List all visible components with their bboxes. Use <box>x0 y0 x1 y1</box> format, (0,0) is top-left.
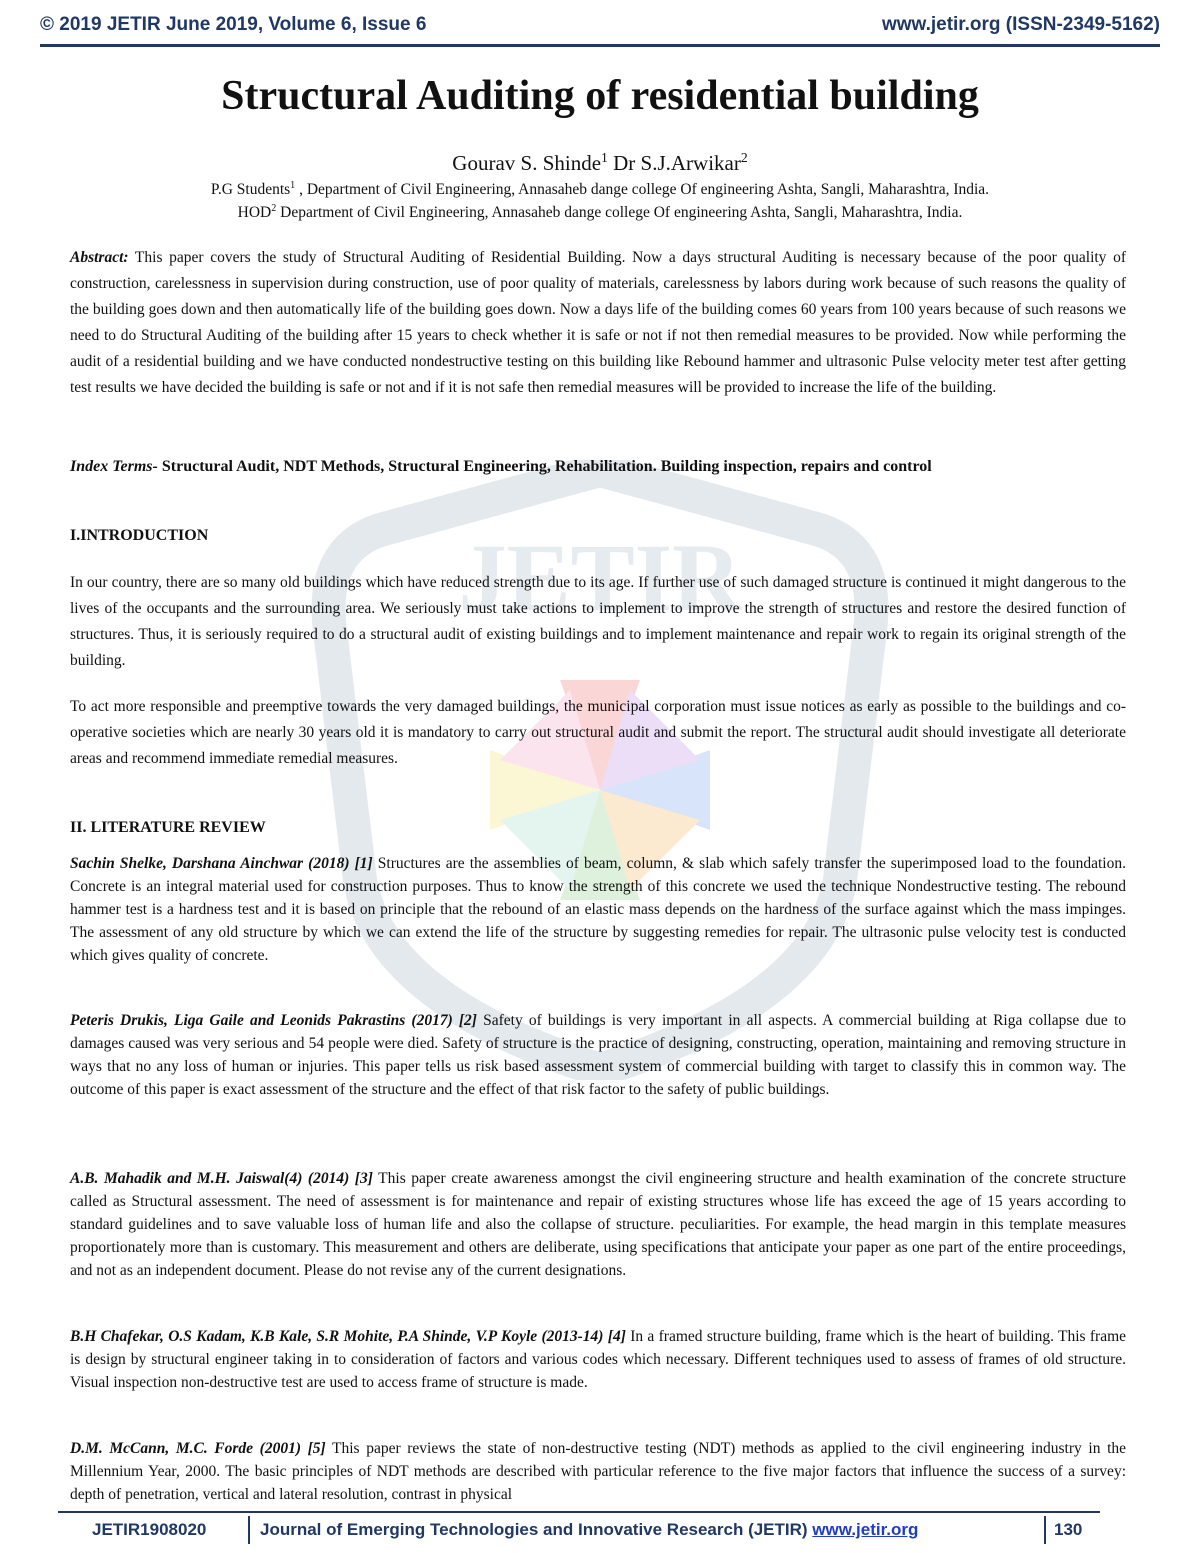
reference-text: Structures are the assemblies of beam, column, & slab which safely transfer the superimposed load to the foundation. Concrete is an integral material used for construction purposes. Thus to know the strength of this concrete we used the technique Nondestructive testing. The rebound hammer test is a hardness test and it is based on principle that the rebound of an elastic mass depends on the hardness of the surface against which the mass impinges. The assessment of any old structure by which we can extend the life of the structure by suggesting remedies for repair. The ultrasonic pulse velocity test is conducted which gives quality of concrete. <box>70 855 1126 964</box>
author-2: Dr S.J.Arwikar <box>613 151 741 175</box>
reference-paragraph <box>70 1325 1126 1394</box>
header-website-issn: www.jetir.org (ISSN-2349-5162) <box>881 14 1160 35</box>
footer-website-link[interactable]: www.jetir.org <box>812 1520 919 1539</box>
abstract-label: Abstract: <box>70 249 129 266</box>
section-heading-introduction: I.INTRODUCTION <box>70 527 209 544</box>
index-terms-label: Index Terms- <box>70 458 158 475</box>
author-1-sup: 1 <box>601 150 608 165</box>
introduction-paragraph-2: To act more responsible and preemptive towards the very damaged buildings, the municipal corporation must issue notices as early as possible to the buildings and co-operative societies which are nearly 30 years old it is mandatory to carry out structural audit and submit the report. The structural audit should investigate all deteriorate areas and recommend immediate remedial measures. <box>70 698 1126 767</box>
reference-label: Sachin Shelke, Darshana Ainchwar (2018) [1] <box>70 855 373 872</box>
affiliation-2-sup: 2 <box>271 203 277 214</box>
watermark-text: JETIR <box>458 524 742 631</box>
footer-rule <box>58 1511 1100 1513</box>
header-issue-info: © 2019 JETIR June 2019, Volume 6, Issue 6 <box>40 14 427 35</box>
page-header <box>40 14 1160 36</box>
footer-divider <box>248 1516 250 1544</box>
author-1: Gourav S. Shinde <box>452 151 602 175</box>
section-heading-literature-review: II. LITERATURE REVIEW <box>70 819 266 836</box>
footer-paper-id: JETIR1908020 <box>92 1520 207 1539</box>
reference-paragraph <box>70 1437 1126 1506</box>
abstract <box>70 245 1126 401</box>
affiliation-2 <box>0 203 1200 222</box>
reference-label: D.M. McCann, M.C. Forde (2001) [5] <box>70 1440 326 1457</box>
introduction-paragraph-1: In our country, there are so many old buildings which have reduced strength due to its age. If further use of such damaged structure is continued it might dangerous to the lives of the occupants and the surrounding area. We seriously must take actions to implement to improve the strength of structures and restore the desired function of structures. Thus, it is seriously required to do a structural audit of existing buildings and to implement maintenance and repair work to regain its original strength of the building. <box>70 574 1126 669</box>
reference-paragraph <box>70 852 1126 967</box>
footer-divider <box>1044 1516 1046 1544</box>
reference-paragraph <box>70 1009 1126 1101</box>
affiliation-1-sup: 1 <box>290 180 296 191</box>
reference-text: Safety of buildings is very important in all aspects. A commercial building at Riga collapse due to damages caused was very serious and 54 people were died. Safety of structure is the practice of designing, constructing, operation, maintaining and removing structure in ways that no any loss of human or injuries. This paper tells us risk based assessment system of commercial building with target to classify this in common way. The outcome of this paper is exact assessment of the structure and the effect of that risk factor to the safety of public buildings. <box>70 1012 1127 1098</box>
page-footer <box>58 1516 1100 1546</box>
reference-text: In a framed structure building, frame which is the heart of building. This frame is design by structural engineer taking in to consideration of factors and various codes which necessary. Different techniques used to assess of frames of old structure. Visual inspection non-destructive test are used to access frame of structure is made. <box>70 1328 1127 1391</box>
affiliation-1-text: , Department of Civil Engineering, Annasaheb dange college Of engineering Ashta, Sangli, Maharashtra, India. <box>295 181 990 199</box>
reference-label: B.H Chafekar, O.S Kadam, K.B Kale, S.R Mohite, P.A Shinde, V.P Koyle (2013-14) [4] <box>70 1328 626 1345</box>
author-2-sup: 2 <box>740 150 748 165</box>
paper-title: Structural Auditing of residential building <box>221 73 979 119</box>
header-rule <box>40 44 1160 47</box>
index-terms-text: Structural Audit, NDT Methods, Structural Engineering, Rehabilitation. Building inspection, repairs and control <box>157 458 932 475</box>
reference-paragraph <box>70 1167 1126 1282</box>
reference-text: This paper reviews the state of non-destructive testing (NDT) methods as applied to the civil engineering industry in the Millennium Year, 2000. The basic principles of NDT methods are described with particular reference to the five major factors that influence the success of a survey: depth of penetration, vertical and lateral resolution, contrast in physical <box>70 1440 1127 1503</box>
affiliation-2-role: HOD <box>237 204 272 222</box>
affiliation-2-text: Department of Civil Engineering, Annasaheb dange college Of engineering Ashta, Sangli, Maharashtra, India. <box>276 204 963 222</box>
reference-label: Peteris Drukis, Liga Gaile and Leonids Pakrastins (2017) [2] <box>70 1012 477 1029</box>
reference-label: A.B. Mahadik and M.H. Jaiswal(4) (2014) [3] <box>70 1170 373 1187</box>
affiliation-1 <box>0 180 1200 199</box>
footer-page-number: 130 <box>1054 1520 1083 1539</box>
paper-authors <box>0 150 1200 176</box>
footer-journal-name: Journal of Emerging Technologies and Innovative Research (JETIR) <box>260 1520 813 1539</box>
affiliation-1-role: P.G Students <box>210 181 291 199</box>
footer-journal <box>260 1520 918 1540</box>
abstract-text: This paper covers the study of Structural Auditing of Residential Building. Now a days structural Auditing is necessary because of the poor quality of construction, carelessness in supervision during construction, use of poor quality of materials, carelessness by labors during work because of such reasons the quality of the building goes down and then automatically life of the building goes down. Now a days life of the building comes 60 years from 100 years because of such reasons we need to do Structural Auditing of the building after 15 years to check whether it is safe or not if not then remedial measures to be provided. Now while performing the audit of a residential building and we have conducted nondestructive testing on this building like Rebound hammer and ultrasonic Pulse velocity meter test after getting test results we have decided the building is safe or not and if it is not safe then remedial measures will be provided to increase the life of the building. <box>70 249 1126 396</box>
reference-text: This paper create awareness amongst the civil engineering structure and health examination of the concrete structure called as Structural assessment. The need of assessment is for maintenance and repair of existing structures whose life has exceed the age of 15 years according to standard guidelines and to save valuable loss of human life and also the collapse of structure. peculiarities. For example, the head margin in this template measures proportionately more than is customary. This measurement and others are deliberate, using specifications that anticipate your paper as one part of the entire proceedings, and not as an independent document. Please do not revise any of the current designations. <box>70 1170 1126 1279</box>
index-terms <box>70 455 1126 478</box>
